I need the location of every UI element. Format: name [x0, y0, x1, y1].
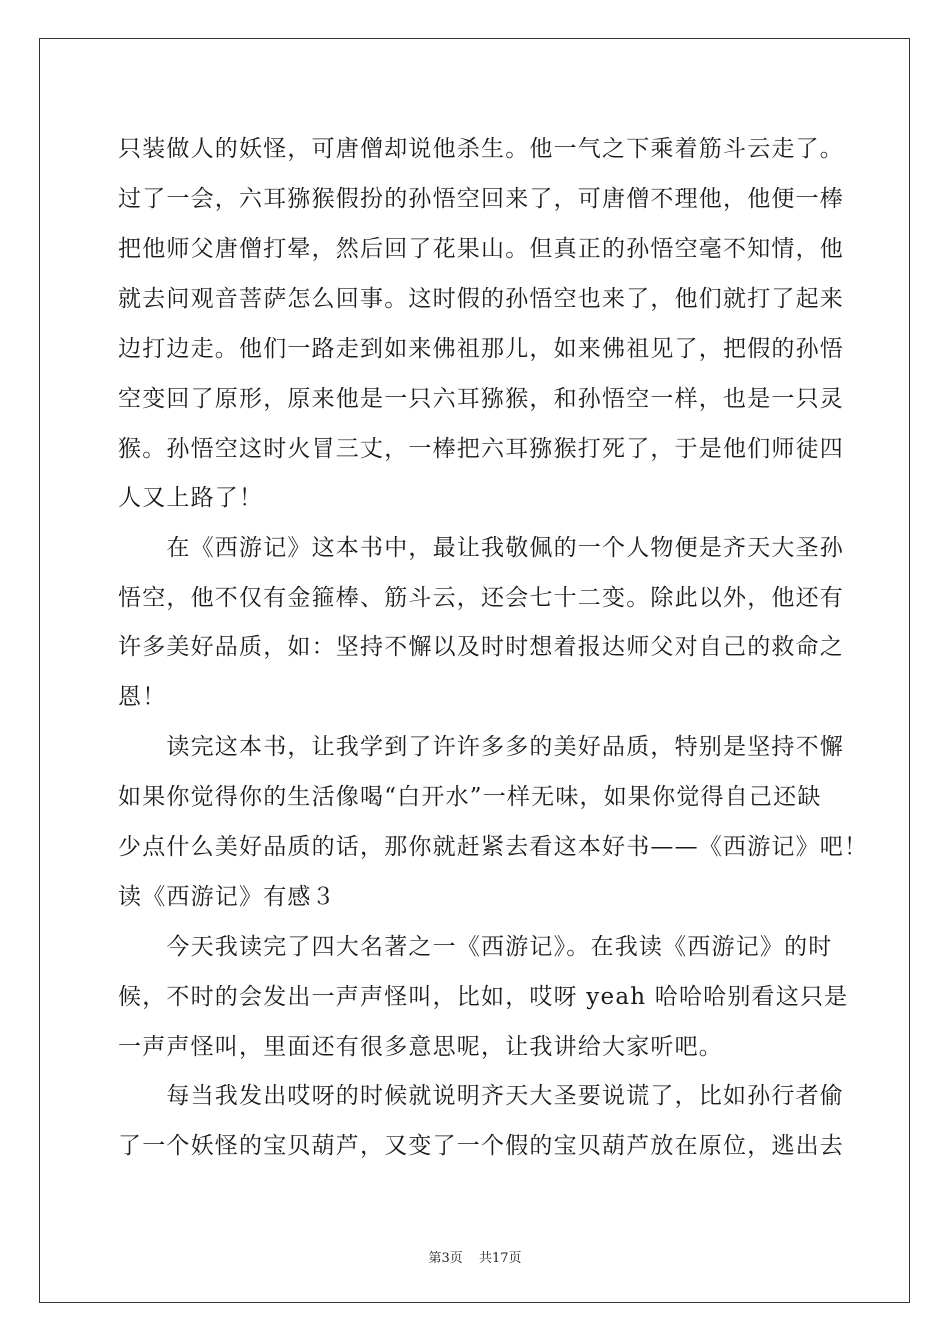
text-line: 把他师父唐僧打晕，然后回了花果山。但真正的孙悟空毫不知情，他 — [118, 236, 844, 262]
page-border — [39, 38, 910, 1303]
text-line: 如果你觉得你的生活像喝“白开水”一样无味，如果你觉得自己还缺 — [118, 784, 822, 810]
text-line: 了一个妖怪的宝贝葫芦，又变了一个假的宝贝葫芦放在原位，逃出去 — [118, 1133, 844, 1159]
text-line: 许多美好品质，如：坚持不懈以及时时想着报达师父对自己的救命之 — [118, 634, 844, 660]
section-heading: 读《西游记》有感３ — [118, 884, 336, 910]
text-line: 今天我读完了四大名著之一《西游记》。在我读《西游记》的时 — [118, 934, 833, 960]
text-line: 空变回了原形，原来他是一只六耳猕猴，和孙悟空一样，也是一只灵 — [118, 386, 844, 412]
page-number: 第3页 — [428, 1251, 463, 1266]
text-line: 每当我发出哎呀的时候就说明齐天大圣要说谎了，比如孙行者偷 — [118, 1083, 844, 1109]
text-line: 人又上路了！ — [118, 485, 264, 511]
text-line: 少点什么美好品质的话，那你就赶紧去看这本好书——《西游记》吧！ — [118, 834, 869, 860]
text-line: 边打边走。他们一路走到如来佛祖那儿，如来佛祖见了，把假的孙悟 — [118, 336, 844, 362]
text-line: 候，不时的会发出一声声怪叫，比如，哎呀 yeah 哈哈哈别看这只是 — [118, 984, 849, 1010]
page-footer — [0, 1247, 950, 1266]
text-line: 读完这本书，让我学到了许许多多的美好品质，特别是坚持不懈 — [118, 734, 844, 760]
text-line: 恩！ — [118, 684, 167, 710]
text-line: 就去问观音菩萨怎么回事。这时假的孙悟空也来了，他们就打了起来 — [118, 286, 844, 312]
page-total: 共17页 — [478, 1251, 522, 1266]
text-line: 只装做人的妖怪，可唐僧却说他杀生。他一气之下乘着筋斗云走了。 — [118, 136, 844, 162]
text-line: 一声声怪叫，里面还有很多意思呢，让我讲给大家听吧。 — [118, 1034, 723, 1060]
text-line: 猴。孙悟空这时火冒三丈，一棒把六耳猕猴打死了，于是他们师徒四 — [118, 436, 844, 462]
text-line: 在《西游记》这本书中，最让我敬佩的一个人物便是齐天大圣孙 — [118, 535, 844, 561]
text-line: 悟空，他不仅有金箍棒、筋斗云，还会七十二变。除此以外，他还有 — [118, 585, 844, 611]
text-line: 过了一会，六耳猕猴假扮的孙悟空回来了，可唐僧不理他，他便一棒 — [118, 186, 844, 212]
